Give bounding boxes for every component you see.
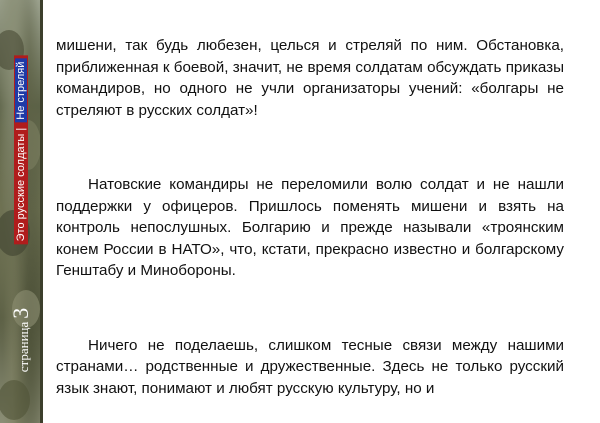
article-body — [56, 35, 564, 399]
sidebar-caption — [14, 56, 28, 245]
sidebar-photo-strip — [0, 0, 43, 423]
caption-red: Это русские солдаты — [15, 133, 27, 242]
page-word: страница — [16, 321, 31, 373]
caption-blue: Не стреляй — [15, 59, 27, 123]
page-indicator — [8, 308, 34, 373]
page-number: 3 — [8, 307, 33, 319]
paragraph-1: мишени, так будь любезен, целься и стреляй по ним. Обстановка, приближенная к боевой, значит, не время солдатам обсуждать приказы командиров, но одного не учли организаторы учений: «болгары не стреляют в русских солдат»! — [56, 37, 564, 119]
paragraph-2: Натовские командиры не переломили волю солдат и не нашли поддержки у офицеров. Пришлось поменять мишени и взять на контроль непослушных. Болгарию и прежде называли «троянским конем России в НАТО», что, кстати, прекрасно известно и болгарскому Генштабу и Минобороны. — [56, 176, 564, 279]
sidebar-divider — [40, 0, 43, 423]
caption-separator: | — [15, 127, 27, 131]
paragraph-3: Ничего не поделаешь, слишком тесные связи между нашими странами… родственные и дружественные. Здесь не только русский язык знают, понимают и любят русскую культуру, но и — [56, 336, 564, 397]
